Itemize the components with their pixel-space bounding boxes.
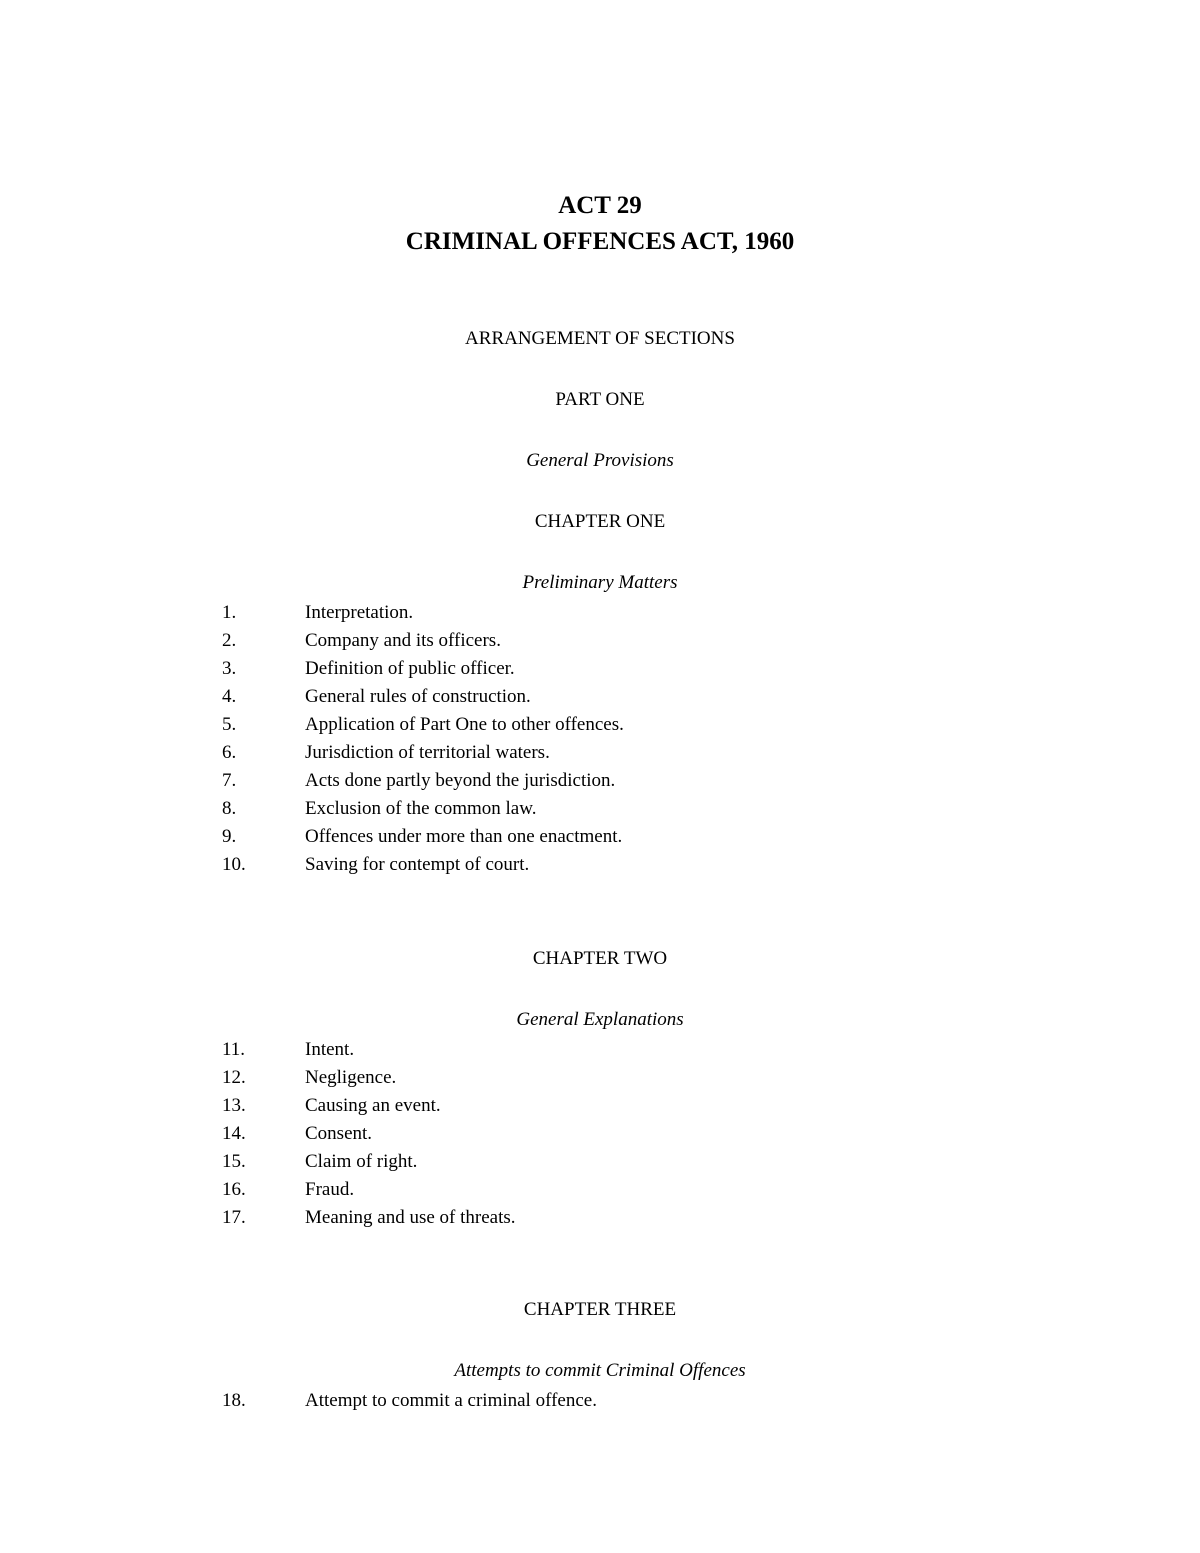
act-number: ACT 29 xyxy=(558,192,642,219)
section-title: Meaning and use of threats. xyxy=(305,1207,516,1228)
section-item xyxy=(222,769,922,797)
section-number: 10. xyxy=(222,854,246,875)
section-item xyxy=(222,741,922,769)
part-heading: PART ONE xyxy=(555,389,645,410)
chapter-two-heading: CHAPTER TWO xyxy=(532,948,668,969)
section-title: Application of Part One to other offences. xyxy=(305,714,624,735)
chapter-two-section-list xyxy=(222,1038,922,1234)
section-number: 2. xyxy=(222,630,237,651)
section-item xyxy=(222,1038,922,1066)
section-title: Exclusion of the common law. xyxy=(305,798,537,819)
section-title: Claim of right. xyxy=(305,1151,418,1172)
section-title: Interpretation. xyxy=(305,602,414,623)
chapter-one-heading: CHAPTER ONE xyxy=(534,511,666,532)
section-title: Fraud. xyxy=(305,1179,355,1200)
section-number: 5. xyxy=(222,714,237,735)
chapter-one-section-list xyxy=(222,601,922,881)
section-item xyxy=(222,629,922,657)
section-title: Causing an event. xyxy=(305,1095,441,1116)
section-number: 7. xyxy=(222,770,237,791)
section-number: 6. xyxy=(222,742,237,763)
section-number: 8. xyxy=(222,798,237,819)
section-item xyxy=(222,825,922,853)
section-number: 4. xyxy=(222,686,237,707)
section-number: 3. xyxy=(222,658,237,679)
section-number: 12. xyxy=(222,1067,246,1088)
section-number: 18. xyxy=(222,1390,246,1411)
section-item xyxy=(222,1178,922,1206)
section-item xyxy=(222,1066,922,1094)
section-item xyxy=(222,657,922,685)
section-item xyxy=(222,853,922,881)
act-title: CRIMINAL OFFENCES ACT, 1960 xyxy=(405,228,795,255)
section-title: Saving for contempt of court. xyxy=(305,854,530,875)
section-title: Offences under more than one enactment. xyxy=(305,826,623,847)
section-number: 11. xyxy=(222,1039,246,1060)
section-item xyxy=(222,1206,922,1234)
chapter-one-subtitle: Preliminary Matters xyxy=(522,572,678,593)
section-title: General rules of construction. xyxy=(305,686,531,707)
section-title: Consent. xyxy=(305,1123,373,1144)
chapter-three-heading: CHAPTER THREE xyxy=(523,1299,677,1320)
section-item xyxy=(222,1122,922,1150)
section-title: Attempt to commit a criminal offence. xyxy=(305,1390,597,1411)
section-title: Definition of public officer. xyxy=(305,658,515,679)
section-item xyxy=(222,713,922,741)
section-item xyxy=(222,797,922,825)
section-title: Intent. xyxy=(305,1039,355,1060)
section-number: 15. xyxy=(222,1151,246,1172)
section-item xyxy=(222,1150,922,1178)
section-title: Jurisdiction of territorial waters. xyxy=(305,742,550,763)
section-number: 14. xyxy=(222,1123,246,1144)
arrangement-heading: ARRANGEMENT OF SECTIONS xyxy=(465,328,735,349)
chapter-three-subtitle: Attempts to commit Criminal Offences xyxy=(454,1360,746,1381)
chapter-two-subtitle: General Explanations xyxy=(516,1009,684,1030)
part-subtitle: General Provisions xyxy=(526,450,674,471)
section-item xyxy=(222,601,922,629)
section-number: 17. xyxy=(222,1207,246,1228)
section-title: Acts done partly beyond the jurisdiction. xyxy=(305,770,616,791)
section-item xyxy=(222,1094,922,1122)
section-number: 1. xyxy=(222,602,237,623)
section-item xyxy=(222,1389,922,1417)
chapter-three-section-list xyxy=(222,1389,922,1417)
section-item xyxy=(222,685,922,713)
section-title: Company and its officers. xyxy=(305,630,501,651)
section-title: Negligence. xyxy=(305,1067,397,1088)
section-number: 9. xyxy=(222,826,237,847)
section-number: 13. xyxy=(222,1095,246,1116)
section-number: 16. xyxy=(222,1179,246,1200)
